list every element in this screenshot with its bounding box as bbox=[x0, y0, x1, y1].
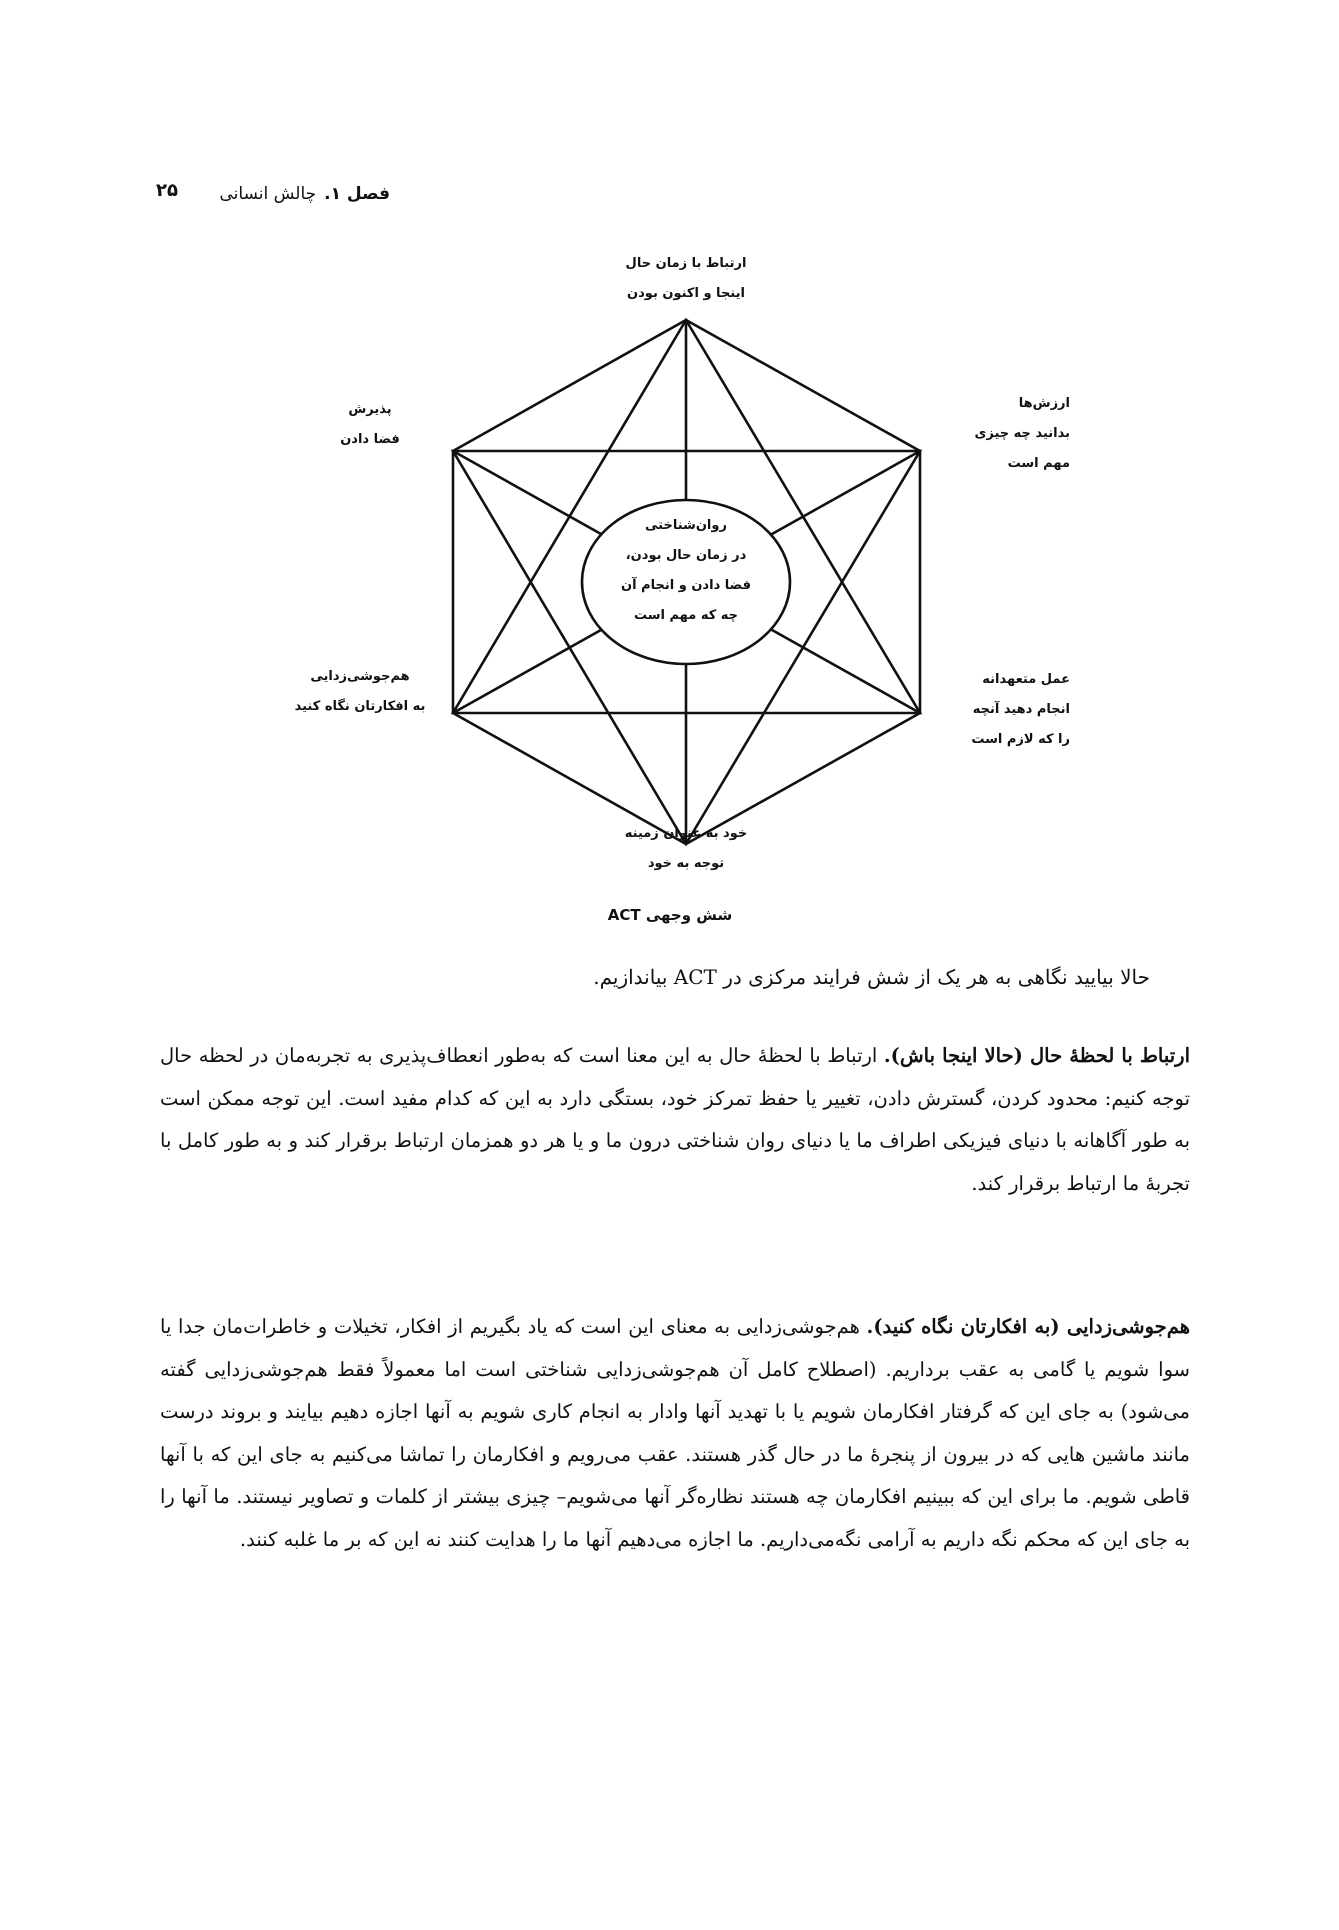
label-committed-action: عمل متعهدانه انجام دهید آنچه را که لازم است bbox=[971, 672, 1070, 747]
paragraph-text: ارتباط با لحظهٔ حال به این معنا است که به‌طور انعطاف‌پذیری به تجربه‌مان در لحظه حال توجه کنیم: محدود کردن، گسترش دادن، تغییر یا حفظ تمرکز خود، بستگی دارد به این که کدام مفید است. این توجه ممکن است به طور آگاهانه با دنیای فیزیکی اطراف ما یا دنیای روان شناختی درون ما و یا هر دو همزمان ارتباط برقرار کند و به طور کامل با تجربهٔ ما ارتباط برقرار کند. bbox=[160, 1044, 1190, 1195]
figure-caption: شش وجهی ACT bbox=[607, 906, 733, 924]
chapter-label: فصل ۱. bbox=[324, 184, 390, 204]
label-acceptance: پذیرش فضا دادن bbox=[340, 402, 400, 447]
label-values: ارزش‌ها بدانید چه چیزی مهم است bbox=[974, 396, 1070, 471]
intro-sentence: حالا بیایید نگاهی به هر یک از شش فرایند مرکزی در ACT بیاندازیم. bbox=[593, 965, 1150, 989]
paragraph-heading: ارتباط با لحظهٔ حال (حالا اینجا باش). bbox=[883, 1044, 1190, 1067]
paragraph-defusion bbox=[160, 1306, 1190, 1561]
center-label: روان‌شناختی در زمان حال بودن، فضا دادن و انجام آن چه که مهم است bbox=[621, 518, 751, 623]
label-defusion: هم‌جوشی‌زدایی به افکارتان نگاه کنید bbox=[294, 669, 426, 714]
chapter-title: چالش انسانی bbox=[219, 184, 317, 204]
page-number: ۲۵ bbox=[156, 180, 178, 201]
paragraph-present-moment bbox=[160, 1035, 1190, 1205]
paragraph-heading: هم‌جوشی‌زدایی (به افکارتان نگاه کنید). bbox=[866, 1315, 1190, 1338]
paragraph-text: هم‌جوشی‌زدایی به معنای این است که یاد بگیریم از افکار، تخیلات و خاطرات‌مان جدا یا سوا شویم یا گامی به عقب برداریم. (اصطلاح کامل آن هم‌جوشی‌زدایی شناختی است اما معمولاً فقط هم‌جوشی‌زدایی گفته می‌شود) به جای این که گرفتار افکارمان شویم یا با تهدید آنها وادار به انجام کاری شویم به آنها اجازه دهیم بیایند و بروند درست مانند ماشین هایی که در بیرون از پنجرهٔ ما در حال گذر هستند. عقب می‌رویم و افکارمان را تماشا می‌کنیم به جای این که با آنها قاطی شویم. ما برای این که ببینیم افکارمان چه هستند نظاره‌گر آنها می‌شویم– چیزی بیشتر از کلمات و تصاویر نیستند. ما آنها را به جای این که محکم نگه داریم به آرامی نگه‌می‌داریم. ما اجازه می‌دهیم آنها ما را هدایت کنند نه این که بر ما غلبه کنند. bbox=[160, 1315, 1190, 1551]
label-top-present-moment: ارتباط با زمان حال اینجا و اکنون بودن bbox=[625, 256, 747, 301]
label-self-as-context: خود به عنوان زمینه توجه به خود bbox=[624, 826, 748, 871]
